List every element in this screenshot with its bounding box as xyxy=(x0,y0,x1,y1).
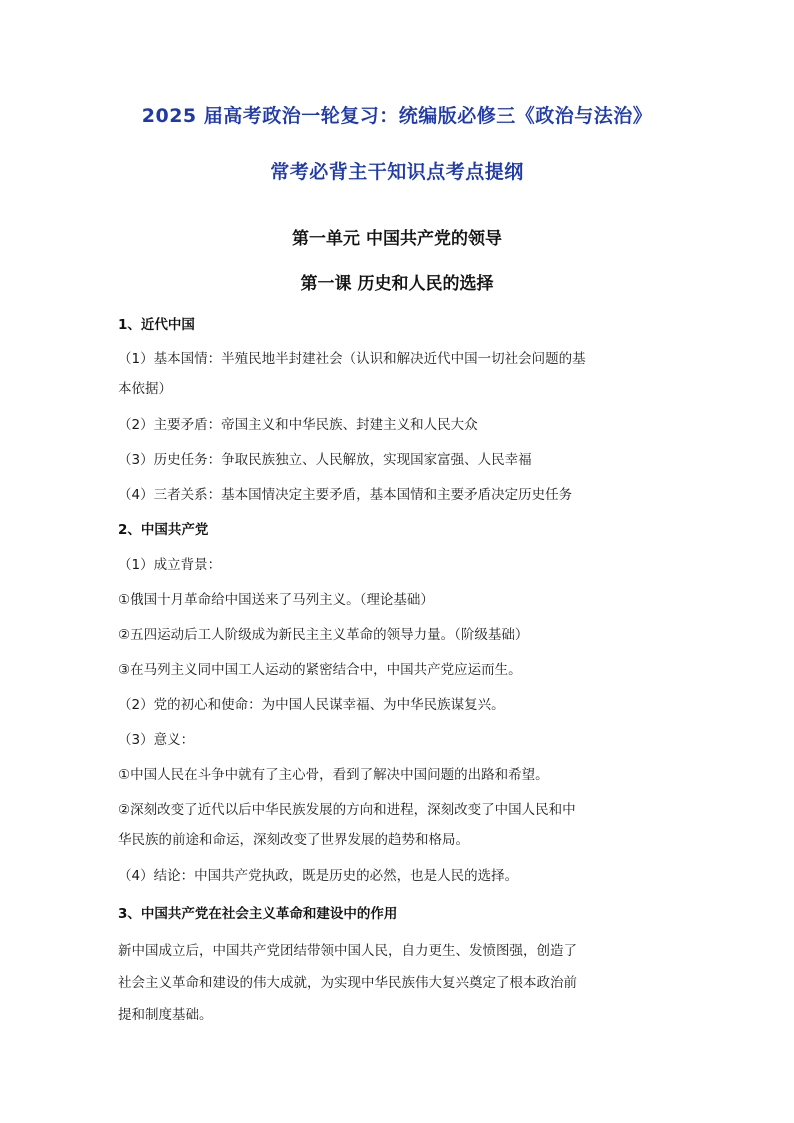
list-item: ①中国人民在斗争中就有了主心骨，看到了解决中国问题的出路和希望。 xyxy=(118,767,549,783)
list-item: ②深刻改变了近代以后中华民族发展的方向和进程，深刻改变了中国人民和中 xyxy=(118,802,576,818)
list-item: ①俄国十月革命给中国送来了马列主义。（理论基础） xyxy=(118,592,434,608)
list-item: （2）主要矛盾：帝国主义和中华民族、封建主义和人民大众 xyxy=(118,417,478,433)
document-title-line-2: 常考必背主干知识点考点提纲 xyxy=(270,161,524,183)
list-item: （3）意义： xyxy=(118,732,195,748)
unit-title: 第一单元 中国共产党的领导 xyxy=(292,229,502,249)
section-heading: 3、中国共产党在社会主义革命和建设中的作用 xyxy=(118,906,398,922)
list-item: 本依据） xyxy=(118,381,172,397)
list-item: （1）基本国情：半殖民地半封建社会（认识和解决近代中国一切社会问题的基 xyxy=(118,351,586,367)
list-item: （4）三者关系：基本国情决定主要矛盾，基本国情和主要矛盾决定历史任务 xyxy=(118,487,573,503)
list-item: （4）结论：中国共产党执政，既是历史的必然，也是人民的选择。 xyxy=(118,868,519,884)
section-heading: 1、近代中国 xyxy=(118,317,195,333)
paragraph-line: 提和制度基础。 xyxy=(118,1007,213,1023)
paragraph-line: 新中国成立后，中国共产党团结带领中国人民，自力更生、发愤图强，创造了 xyxy=(118,943,577,959)
list-item: （1）成立背景： xyxy=(118,557,222,573)
section-heading: 2、中国共产党 xyxy=(118,522,209,538)
list-item: ③在马列主义同中国工人运动的紧密结合中，中国共产党应运而生。 xyxy=(118,662,522,678)
paragraph-line: 社会主义革命和建设的伟大成就，为实现中华民族伟大复兴奠定了根本政治前 xyxy=(118,975,577,991)
list-item: 华民族的前途和命运，深刻改变了世界发展的趋势和格局。 xyxy=(118,832,469,848)
lesson-title: 第一课 历史和人民的选择 xyxy=(300,274,494,294)
list-item: （2）党的初心和使命：为中国人民谋幸福、为中华民族谋复兴。 xyxy=(118,697,505,713)
list-item: （3）历史任务：争取民族独立、人民解放，实现国家富强、人民幸福 xyxy=(118,452,532,468)
list-item: ②五四运动后工人阶级成为新民主主义革命的领导力量。（阶级基础） xyxy=(118,627,529,643)
document-title-line-1: 2025 届高考政治一轮复习：统编版必修三《政治与法治》 xyxy=(141,105,653,127)
